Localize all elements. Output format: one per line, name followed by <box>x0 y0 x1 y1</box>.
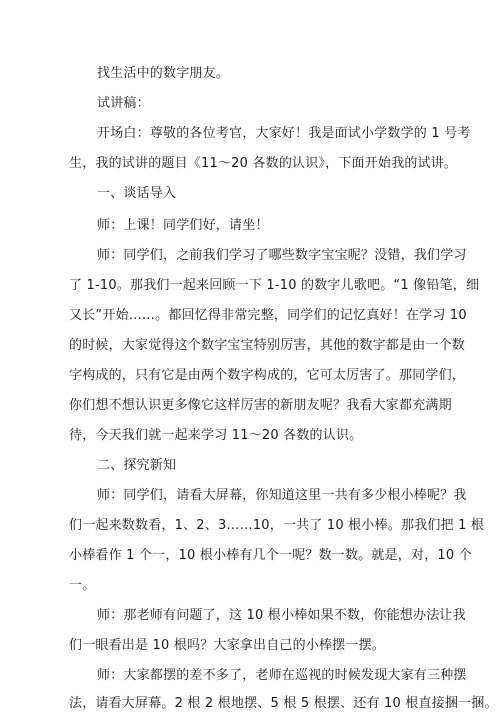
text-line: 师：那老师有问题了，这 10 根小棒如果不数，你能想办法让我 <box>97 608 466 623</box>
text-line: 待，今天我们就一起来学习 11～20 各数的认识。 <box>69 428 363 443</box>
text-line: 法，请看大屏幕。2 根 2 根地摆、5 根 5 根摆、还有 10 根直接捆一捆。 <box>69 696 498 711</box>
text-line: 的时候，大家觉得这个数字宝宝特别厉害，其他的数字都是由一个数 <box>69 338 466 353</box>
text-line: 了 1-10。那我们一起来回顾一下 1-10 的数字儿歌吧。“1 像铅笔，细 <box>69 278 480 293</box>
section-heading-intro: 一、谈话导入 <box>97 186 177 201</box>
text-line: 师：大家都摆的差不多了，老师在巡视的时候发现大家有三种摆 <box>97 668 467 683</box>
section-heading-explore: 二、探究新知 <box>97 458 177 473</box>
section-heading-lecture: 试讲稿： <box>97 96 150 111</box>
text-line: 小棒看作 1 个一，10 根小棒有几个一呢？数一数。就是，对，10 个 <box>69 548 472 563</box>
text-line: 找生活中的数字朋友。 <box>97 66 230 81</box>
text-line: 师：同学们，之前我们学习了哪些数字宝宝呢？没错，我们学习 <box>97 248 467 263</box>
text-line: 们一起来数数看，1、2、3……10，一共了 10 根小棒。那我们把 1 根 <box>69 518 485 533</box>
text-line: 开场白：尊敬的各位考官，大家好！我是面试小学数学的 1 号考 <box>97 126 471 141</box>
text-line: 们一眼看出是 10 根吗？大家拿出自己的小棒摆一摆。 <box>69 638 386 653</box>
text-line: 一。 <box>69 578 96 593</box>
text-line: 又长”开始……。都回忆得非常完整，同学们的记忆真好！在学习 10 <box>69 308 467 323</box>
text-line: 字构成的，只有它是由两个数字构成的，它可太厉害了。那同学们， <box>69 368 466 383</box>
text-line: 师：上课！同学们好，请坐！ <box>97 218 269 233</box>
text-line: 生，我的试讲的题目《11～20 各数的认识》，下面开始我的试讲。 <box>69 156 458 171</box>
text-line: 师：同学们，请看大屏幕，你知道这里一共有多少根小棒呢？我 <box>97 488 467 503</box>
text-line: 你们想不想认识更多像它这样厉害的新朋友呢？我看大家都充满期 <box>69 398 452 413</box>
